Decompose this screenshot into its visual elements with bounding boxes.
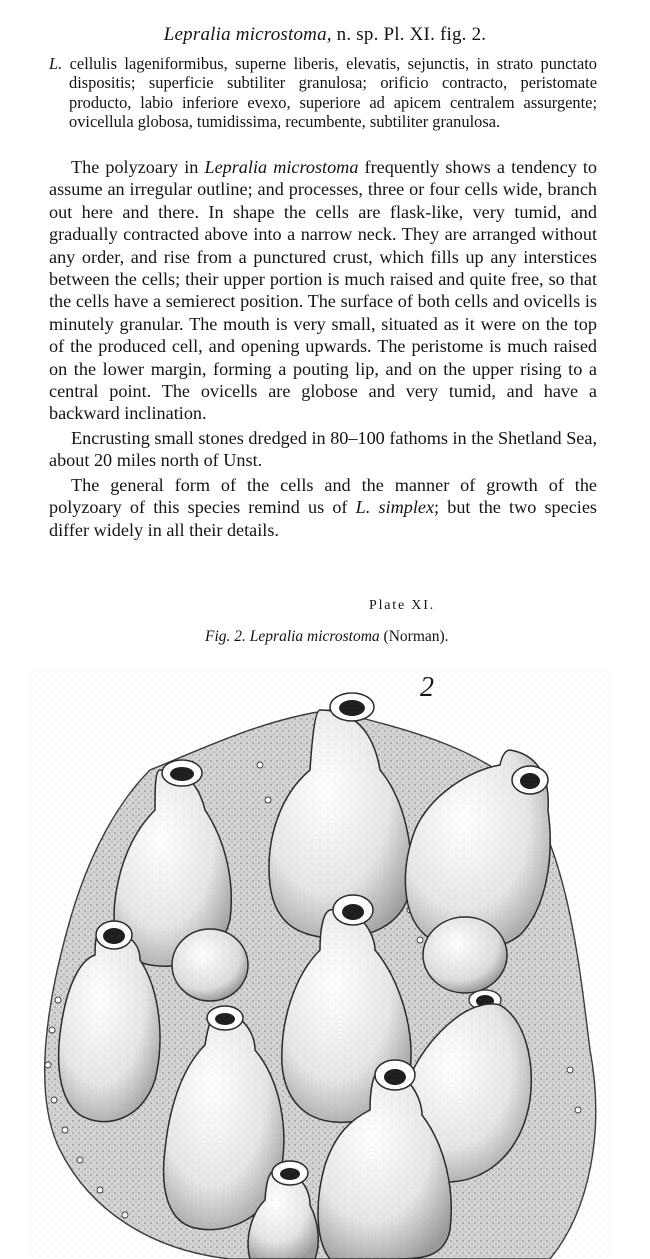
heading-suffix: n. sp. Pl. XI. fig. 2. <box>331 24 487 45</box>
paragraph-text: The polyzoary in <box>71 157 205 177</box>
paragraph-text: ; but the two species differ widely in all their details. <box>49 497 597 540</box>
paragraph-locality: Encrusting small stones dredged in 80–100 fathoms in the Shetland Sea, about 20 miles north of Unst. <box>49 427 597 471</box>
figure-number: 2 <box>420 672 434 703</box>
latin-lead: L. <box>49 54 63 73</box>
fig-label: Fig. 2. <box>205 628 246 645</box>
species-heading <box>0 24 650 46</box>
fig-species: Lepralia microstoma <box>249 628 380 645</box>
figure-caption <box>205 628 449 646</box>
latin-diagnosis <box>49 54 597 131</box>
italic-species: Lepralia microstoma <box>204 157 359 177</box>
latin-paragraph <box>49 54 597 131</box>
latin-text: cellulis lageniformibus, superne liberis, elevatis, sejunctis, in strato punctato dispositis; superficie subtiliter granulosa; orificio contracto, peristomate producto, labio inferiore evexo, superiore ad apicem centralem assurgente; ovicellula globosa, tumidissima, recumbente, subtiliter granulosa. <box>62 54 597 131</box>
italic-species: L. simplex <box>355 497 435 518</box>
paragraph-text: The general form of the cells and the manner of growth of the polyzoary of this species remind us of <box>49 474 597 518</box>
description-body <box>49 156 597 543</box>
species-name: Lepralia microstoma, <box>163 24 332 45</box>
paragraph-text: frequently shows a tendency to assume an irregular outline; and processes, three or four cells wide, branch out here and there. In shape the cells are flask-like, very tumid, and gradually contracted above into a narrow neck. They are arranged without any order, and rise from a punctured crust, which fills up any interstices between the cells; their upper portion is much raised and quite free, so that the cells have a semierect position. The surface of both cells and ovicells is minutely granular. The mouth is very small, situated as it were on the top of the produced cell, and opening upwards. The peristome is much raised on the lower margin, forming a pouting lip, and on the upper rising to a central point. The ovicells are globose and very tumid, and have a backward inclination. <box>49 157 597 424</box>
fig-author: (Norman). <box>383 628 449 645</box>
bryozoan-illustration <box>30 670 610 1259</box>
paragraph-comparison <box>49 474 597 541</box>
paragraph-description <box>49 156 597 425</box>
plate-title-text: Plate XI. <box>369 598 435 613</box>
